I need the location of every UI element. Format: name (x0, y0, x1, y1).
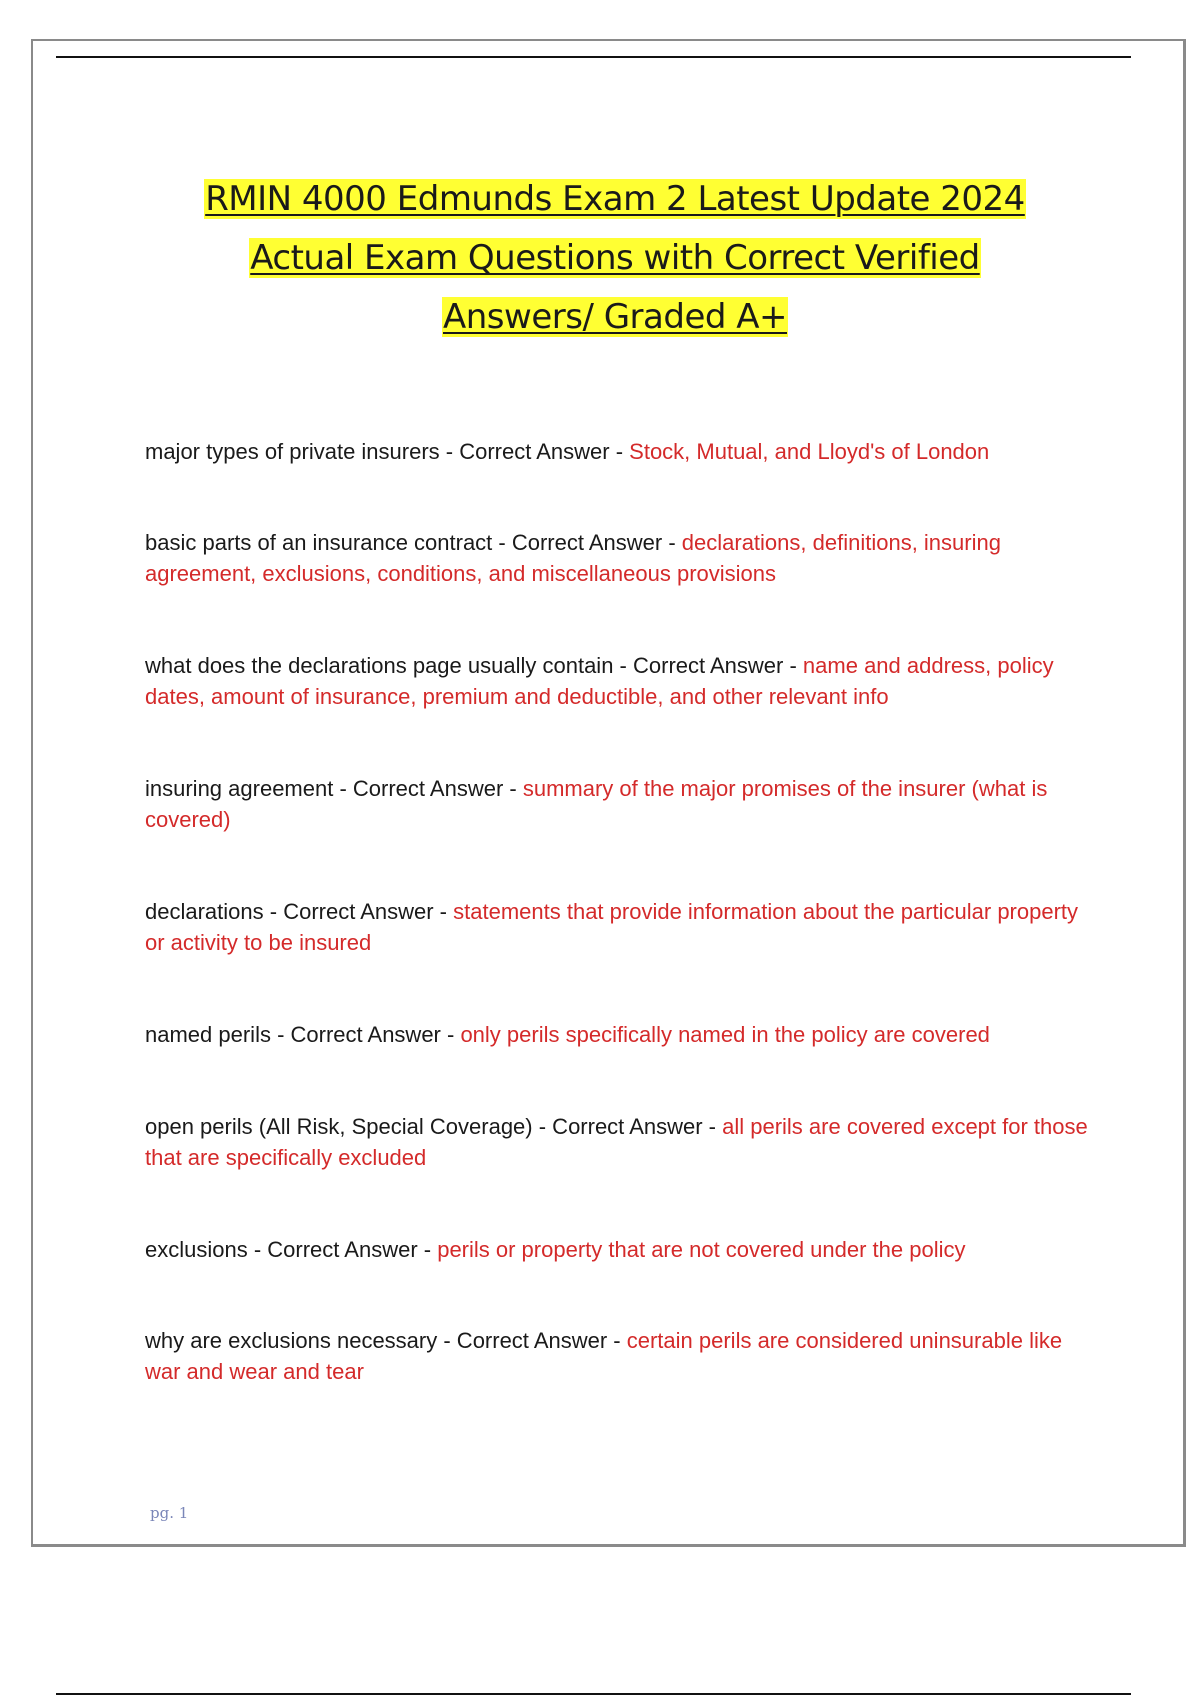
qa-item (145, 896, 1090, 958)
qa-item (145, 1019, 1090, 1050)
qa-item (145, 1325, 1090, 1387)
question-text: major types of private insurers (145, 439, 440, 464)
correct-answer-label: - Correct Answer - (613, 653, 803, 678)
top-rule (56, 56, 1131, 58)
correct-answer-label: - Correct Answer - (492, 530, 682, 555)
answer-text: summary of the major promises of the insurer (what is covered) (145, 776, 1048, 832)
answer-text: all perils are covered except for those that are specifically excluded (145, 1114, 1088, 1170)
answer-text: Stock, Mutual, and Lloyd's of London (629, 439, 990, 464)
qa-item (145, 1234, 1090, 1265)
answer-text: declarations, definitions, insuring agreement, exclusions, conditions, and miscellaneous provisions (145, 530, 1001, 586)
qa-item (145, 436, 1090, 467)
correct-answer-label: - Correct Answer - (437, 1328, 627, 1353)
bottom-rule (56, 1693, 1131, 1695)
page-number: pg. 1 (150, 1504, 189, 1522)
correct-answer-label: - Correct Answer - (247, 1237, 438, 1262)
qa-item (145, 527, 1090, 589)
answer-text: statements that provide information about the particular property or activity to be insured (145, 899, 1079, 955)
correct-answer-label: - Correct Answer - (532, 1114, 723, 1139)
qa-item (145, 773, 1090, 835)
answer-text: only perils specifically named in the policy are covered (460, 1022, 990, 1047)
question-text: why are exclusions necessary (145, 1328, 438, 1353)
qa-item (145, 1111, 1090, 1173)
correct-answer-label: - Correct Answer - (263, 899, 454, 924)
title-line-2: Actual Exam Questions with Correct Verified (250, 238, 980, 278)
correct-answer-label: - Correct Answer - (270, 1022, 461, 1047)
question-text: named perils (145, 1022, 271, 1047)
question-text: insuring agreement (145, 776, 334, 801)
question-text: what does the declarations page usually contain (145, 653, 614, 678)
answer-text: name and address, policy dates, amount of insurance, premium and deductible, and other relevant info (145, 653, 1054, 709)
question-text: declarations (145, 899, 264, 924)
correct-answer-label: - Correct Answer - (439, 439, 630, 464)
answer-text: perils or property that are not covered under the policy (437, 1237, 966, 1262)
title-line-1: RMIN 4000 Edmunds Exam 2 Latest Update 2024 (205, 179, 1025, 219)
answer-text: certain perils are considered uninsurable like war and wear and tear (145, 1328, 1063, 1384)
document-title (100, 170, 1130, 347)
question-text: basic parts of an insurance contract (145, 530, 493, 555)
title-line-3: Answers/ Graded A+ (443, 297, 787, 337)
question-text: open perils (All Risk, Special Coverage) (145, 1114, 533, 1139)
correct-answer-label: - Correct Answer - (333, 776, 523, 801)
qa-item (145, 650, 1090, 712)
question-text: exclusions (145, 1237, 248, 1262)
